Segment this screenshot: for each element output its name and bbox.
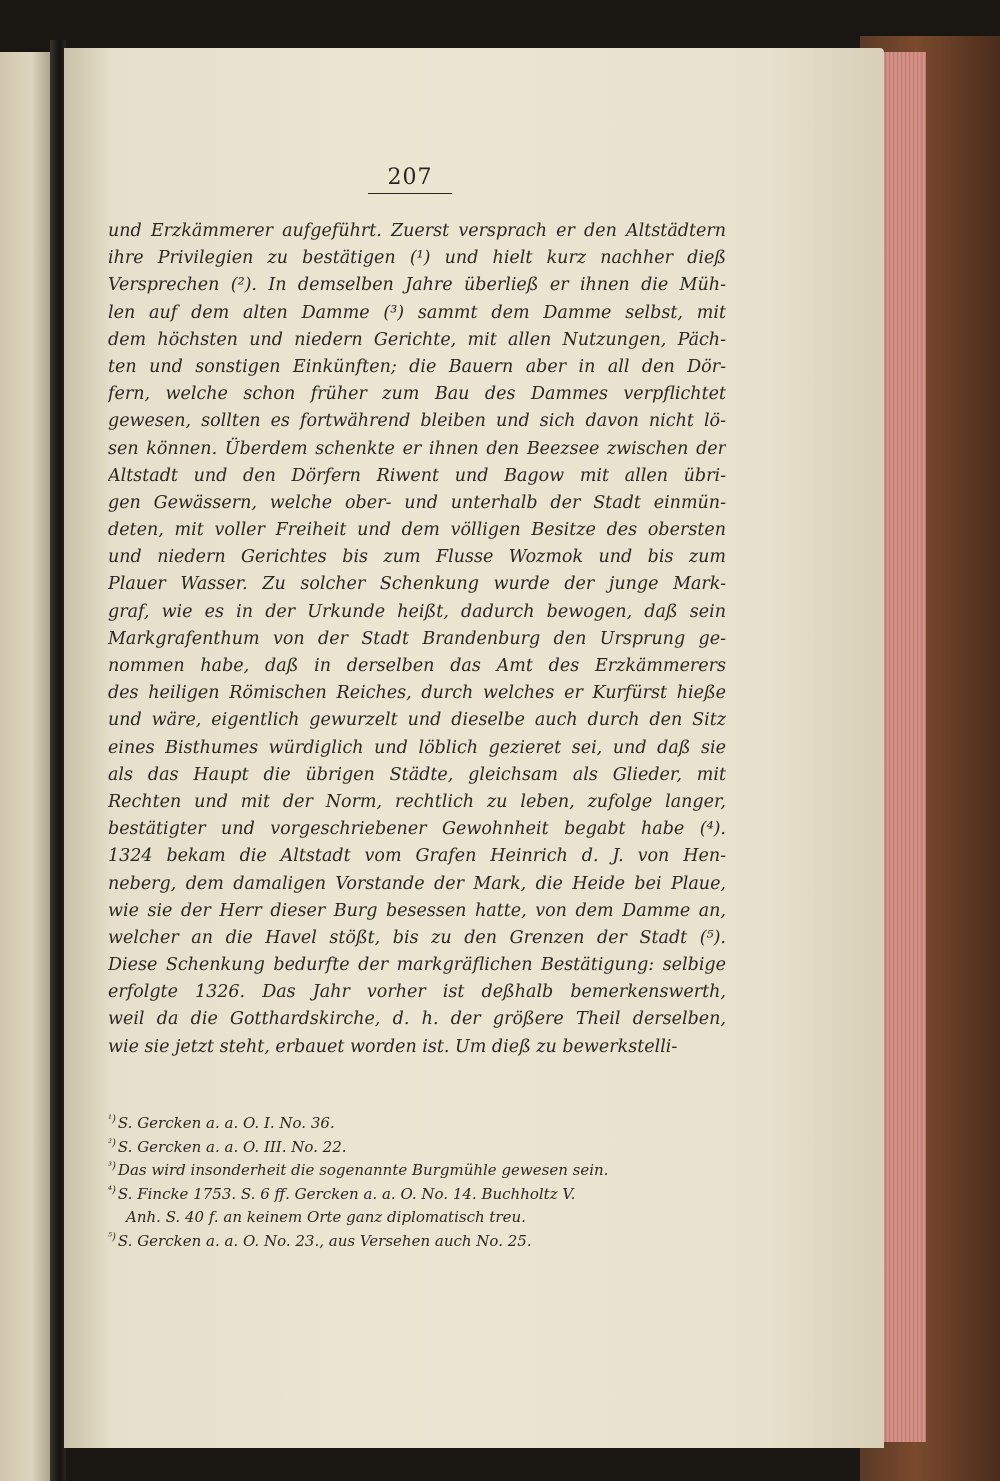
text-line: Rechten und mit der Norm, rechtlich zu leben, zufolge langer, — [108, 791, 726, 812]
footnote-marker: ⁴) — [108, 1184, 116, 1196]
footnote-text: S. Gercken a. a. O. No. 23., aus Versehen auch No. 25. — [117, 1231, 532, 1250]
text-line: sen können. Überdem schenkte er ihnen den Beezsee zwischen der — [108, 438, 726, 459]
text-line: welcher an die Havel stößt, bis zu den Grenzen der Stadt (⁵). — [108, 927, 726, 948]
text-line: eines Bisthumes würdiglich und löblich gezieret sei, und daß sie — [108, 737, 726, 758]
text-line: und Erzkämmerer aufgeführt. Zuerst versprach er den Altstädtern — [108, 221, 726, 241]
text-line: bestätigter und vorgeschriebener Gewohnheit begabt habe (⁴). — [108, 819, 726, 840]
text-line: deten, mit voller Freiheit und dem völligen Besitze des obersten — [108, 520, 726, 541]
footnote-marker: ¹) — [108, 1114, 116, 1125]
footnote-text: S. Gercken a. a. O. III. No. 22. — [117, 1137, 347, 1156]
footnote-text: Anh. S. 40 f. an keinem Orte ganz diplomatisch treu. — [126, 1208, 526, 1226]
text-line: und wäre, eigentlich gewurzelt und dieselbe auch durch den Sitz — [108, 710, 726, 731]
footnote — [108, 1179, 718, 1203]
footnote — [108, 1226, 718, 1250]
text-line: nommen habe, daß in derselben das Amt des Erzkämmerers — [108, 656, 726, 676]
footnote-text: S. Fincke 1753. S. 6 ff. Gercken a. a. O. No. 14. Buchholtz V. — [117, 1184, 576, 1203]
footnote-text: Das wird insonderheit die sogenannte Burgmühle gewesen sein. — [117, 1161, 609, 1179]
text-line: weil da die Gotthardskirche, d. h. der größere Theil derselben, — [108, 1009, 726, 1030]
footnote-marker: ³) — [108, 1161, 116, 1173]
page-number: 207 — [387, 165, 433, 190]
footnote — [108, 1108, 718, 1132]
text-line: Versprechen (²). In demselben Jahre überließ er ihnen die Müh- — [108, 275, 726, 296]
text-line: neberg, dem damaligen Vorstande der Mark, die Heide bei Plaue, — [108, 873, 726, 894]
footnote — [108, 1202, 718, 1226]
footnote — [108, 1155, 718, 1179]
text-line: des heiligen Römischen Reiches, durch welches er Kurfürst hieße — [108, 683, 726, 704]
footnotes — [108, 1108, 718, 1250]
red-page-edges — [882, 52, 926, 1442]
text-line: Plauer Wasser. Zu solcher Schenkung wurde der junge Mark- — [108, 574, 726, 595]
text-line: Altstadt und den Dörfern Riwent und Bagow mit allen übri- — [108, 465, 726, 486]
text-line: Diese Schenkung bedurfte der markgräflichen Bestätigung: selbige — [108, 955, 726, 976]
text-line: als das Haupt die übrigen Städte, gleichsam als Glieder, mit — [108, 764, 726, 785]
text-line: gen Gewässern, welche ober- und unterhalb der Stadt einmün- — [108, 492, 726, 513]
text-line: und niedern Gerichtes bis zum Flusse Wozmok und bis zum — [108, 547, 726, 568]
text-line: wie sie der Herr dieser Burg besessen hatte, von dem Damme an, — [108, 900, 726, 921]
text-line: len auf dem alten Damme (³) sammt dem Damme selbst, mit — [108, 302, 726, 323]
text-line: ihre Privilegien zu bestätigen (¹) und hielt kurz nachher dieß — [108, 248, 726, 269]
text-line: graf, wie es in der Urkunde heißt, dadurch bewogen, daß sein — [108, 601, 726, 622]
footnote — [108, 1132, 718, 1156]
footnote-text: S. Gercken a. a. O. I. No. 36. — [117, 1114, 335, 1132]
footnote-marker: ²) — [108, 1137, 116, 1149]
left-page-sliver — [0, 52, 52, 1481]
text-line: wie sie jetzt steht, erbauet worden ist. Um dieß zu bewerkstelli- — [108, 1036, 678, 1057]
text-line: dem höchsten und niedern Gerichte, mit allen Nutzungen, Päch- — [108, 329, 726, 350]
text-line: 1324 bekam die Altstadt vom Grafen Heinrich d. J. von Hen- — [108, 846, 726, 867]
text-line: erfolgte 1326. Das Jahr vorher ist deßhalb bemerkenswerth, — [108, 982, 726, 1003]
text-line: Markgrafenthum von der Stadt Brandenburg den Ursprung ge- — [108, 628, 726, 649]
text-line: fern, welche schon früher zum Bau des Dammes verpflichtet — [108, 384, 726, 405]
text-line: ten und sonstigen Einkünften; die Bauern aber in all den Dör- — [108, 356, 726, 377]
text-line: gewesen, sollten es fortwährend bleiben und sich davon nicht lö- — [108, 411, 726, 432]
page-number-rule — [368, 193, 452, 194]
footnote-marker: ⁵) — [108, 1231, 116, 1243]
body-text — [108, 218, 726, 1061]
